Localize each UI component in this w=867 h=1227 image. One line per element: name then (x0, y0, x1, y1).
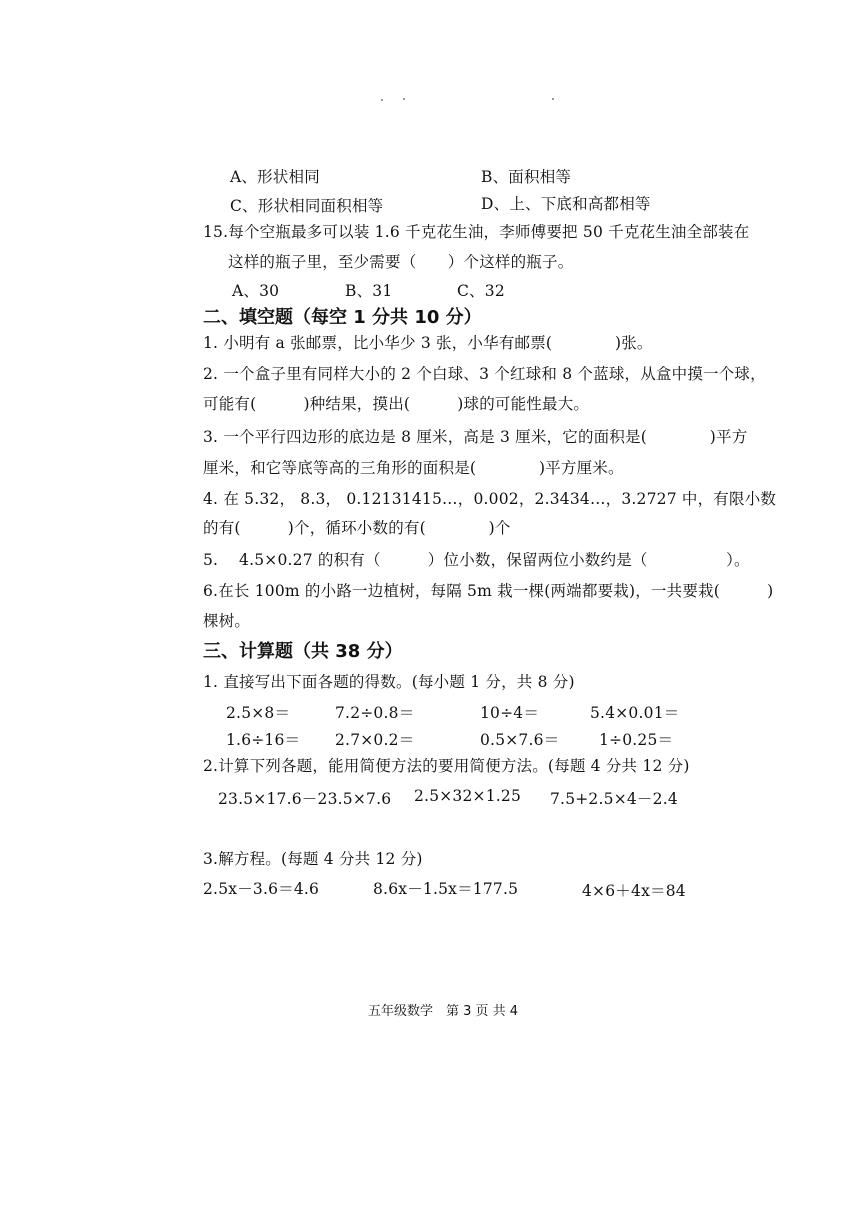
scan-speck (552, 98, 554, 100)
option-a: A、形状相同 (230, 168, 320, 186)
option-a: A、30 (232, 282, 280, 300)
oral-calc-item: 2.5×8＝ (226, 704, 291, 722)
oral-calc-item: 1.6÷16＝ (226, 731, 301, 749)
fill-question-5: 5. 4.5×0.27 的积有（ ）位小数，保留两位小数约是（ ）。 (203, 551, 750, 569)
calc-expression: 2.5×32×1.25 (414, 787, 522, 805)
option-d: D、上、下底和高都相等 (481, 195, 651, 213)
fill-question-2-line1: 2. 一个盒子里有同样大小的 2 个白球、3 个红球和 8 个蓝球，从盒中摸一个球， (203, 365, 766, 383)
fill-question-4-line1: 4. 在 5.32， 8.3， 0.12131415…，0.002，2.3434…，3.2727 中，有限小数 (203, 490, 777, 508)
fill-question-6-line1: 6.在长 100m 的小路一边植树，每隔 5m 栽一棵(两端都要栽)，一共要栽( ) (203, 582, 774, 600)
fill-question-2-line2: 可能有( )种结果，摸出( )球的可能性最大。 (203, 395, 590, 413)
equation: 8.6x－1.5x＝177.5 (373, 880, 519, 898)
oral-calc-item: 2.7×0.2＝ (335, 731, 415, 749)
option-c: C、形状相同面积相等 (230, 197, 384, 215)
calc-expression: 23.5×17.6－23.5×7.6 (218, 790, 392, 808)
question-15-line2: 这样的瓶子里，至少需要（ ）个这样的瓶子。 (228, 253, 574, 271)
oral-calc-item: 7.2÷0.8＝ (335, 704, 415, 722)
fill-question-6-line2: 棵树。 (203, 612, 251, 630)
calc-question-2-title: 2.计算下列各题，能用简便方法的要用简便方法。(每题 4 分共 12 分) (203, 757, 690, 775)
equation: 4×6＋4x＝84 (582, 882, 686, 900)
scan-speck (381, 99, 383, 101)
option-b: B、面积相等 (481, 168, 572, 186)
calc-question-1-title: 1. 直接写出下面各题的得数。(每小题 1 分，共 8 分) (203, 673, 575, 691)
option-b: B、31 (345, 282, 393, 300)
fill-question-3-line1: 3. 一个平行四边形的底边是 8 厘米，高是 3 厘米，它的面积是( )平方 (203, 428, 748, 446)
calc-expression: 7.5+2.5×4－2.4 (550, 790, 678, 808)
oral-calc-item: 0.5×7.6＝ (480, 731, 560, 749)
equation: 2.5x－3.6＝4.6 (203, 880, 320, 898)
scan-speck (403, 98, 405, 100)
fill-question-3-line2: 厘米，和它等底等高的三角形的面积是( )平方厘米。 (203, 459, 624, 477)
question-15-line1: 15.每个空瓶最多可以装 1.6 千克花生油，李师傅要把 50 千克花生油全部装在 (203, 223, 750, 241)
section-title-fill-in: 二、填空题（每空 1 分共 10 分） (203, 307, 482, 328)
page-footer: 五年级数学 第 3 页 共 4 (368, 1004, 519, 1019)
oral-calc-item: 5.4×0.01＝ (590, 704, 680, 722)
section-title-calculation: 三、计算题（共 38 分） (203, 641, 403, 662)
oral-calc-item: 1÷0.25＝ (599, 731, 674, 749)
option-c: C、32 (457, 282, 505, 300)
fill-question-4-line2: 的有( )个，循环小数的有( )个 (203, 519, 511, 537)
calc-question-3-title: 3.解方程。(每题 4 分共 12 分) (203, 850, 423, 868)
fill-question-1: 1. 小明有 a 张邮票，比小华少 3 张，小华有邮票( )张。 (203, 334, 653, 352)
oral-calc-item: 10÷4＝ (480, 704, 540, 722)
